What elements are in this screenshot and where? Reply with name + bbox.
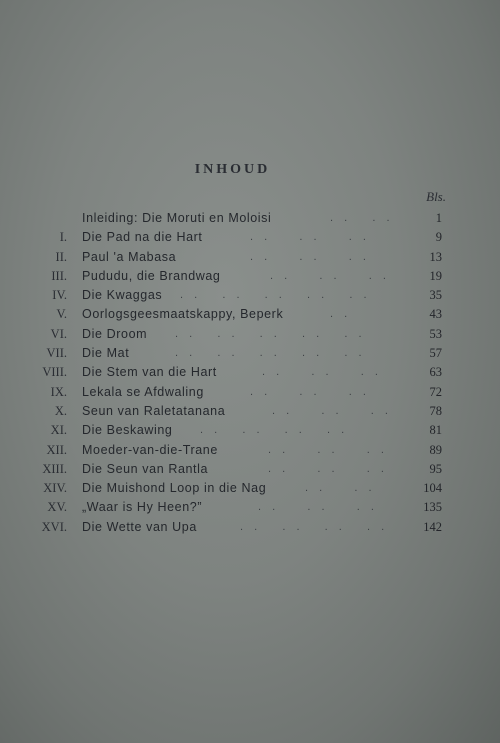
- chapter-number: XII.: [46, 442, 67, 457]
- toc-row: [0, 209, 500, 228]
- dot-leader: . . . . . .: [268, 443, 388, 456]
- toc-row: [0, 267, 500, 286]
- toc-row: [0, 460, 500, 479]
- dot-leader: . . . . . . . .: [240, 520, 389, 533]
- dot-leader: . . . .: [330, 212, 394, 224]
- dot-leader: . . . . . . . . . .: [175, 347, 366, 360]
- dot-leader: . . . . . . . .: [200, 424, 349, 437]
- chapter-number: XIV.: [43, 481, 67, 496]
- toc-row: [0, 498, 500, 517]
- chapter-title: „Waar is Hy Heen?”: [82, 500, 203, 515]
- dot-leader: . . . . . .: [250, 250, 370, 263]
- toc-row: [0, 441, 500, 460]
- chapter-title: Pududu, die Brandwag: [82, 268, 221, 283]
- chapter-page: 13: [429, 249, 442, 264]
- chapter-title: Die Mat: [82, 346, 130, 361]
- toc-row: [0, 518, 500, 537]
- chapter-title: Die Wette van Upa: [82, 519, 197, 534]
- chapter-page: 9: [435, 230, 442, 245]
- chapter-title: Die Beskawing: [82, 423, 173, 438]
- chapter-page: 81: [429, 423, 442, 438]
- toc-row: [0, 402, 500, 421]
- chapter-title: Oorlogsgeesmaatskappy, Beperk: [82, 307, 284, 322]
- toc-row: [0, 383, 500, 402]
- dot-leader: . . . . . .: [262, 366, 382, 379]
- dot-leader: . . . . . .: [250, 231, 370, 244]
- toc-row: [0, 248, 500, 267]
- chapter-page: 57: [429, 346, 442, 361]
- chapter-number: VII.: [46, 346, 67, 361]
- chapter-number: XV.: [47, 500, 67, 515]
- dot-leader: . . . .: [305, 482, 376, 495]
- dot-leader: . . . . . .: [272, 404, 392, 417]
- chapter-number: IV.: [52, 288, 67, 303]
- chapter-page: 53: [429, 326, 442, 341]
- chapter-number: VIII.: [42, 365, 67, 380]
- dot-leader: . . . . . .: [270, 269, 390, 282]
- toc-row: [0, 344, 500, 363]
- dot-leader: . . . . . .: [258, 501, 378, 514]
- chapter-page: 19: [429, 268, 442, 283]
- chapter-page: 72: [429, 384, 442, 399]
- chapter-title: Die Seun van Rantla: [82, 461, 209, 476]
- chapter-page: 35: [429, 288, 442, 303]
- toc-row: [0, 363, 500, 382]
- toc-row: [0, 228, 500, 247]
- chapter-title: Paul 'a Mabasa: [82, 249, 177, 264]
- chapter-number: X.: [54, 403, 67, 418]
- chapter-page: 63: [429, 365, 442, 380]
- chapter-title: Die Kwaggas: [82, 288, 163, 303]
- chapter-number: VI.: [50, 326, 67, 341]
- chapter-title: Die Stem van die Hart: [82, 365, 217, 380]
- chapter-title: Lekala se Afdwaling: [82, 384, 204, 399]
- chapter-title: Moeder-van-die-Trane: [82, 442, 218, 457]
- toc-row: [0, 286, 500, 305]
- chapter-page: 95: [429, 461, 442, 476]
- chapter-number: II.: [55, 249, 67, 264]
- chapter-number: XI.: [50, 423, 67, 438]
- dot-leader: . .: [330, 308, 352, 321]
- dot-leader: . . . . . . . . . .: [180, 289, 371, 302]
- dot-leader: . . . . . .: [268, 462, 388, 475]
- toc-row: [0, 305, 500, 324]
- page-column-label: Bls.: [426, 189, 446, 204]
- chapter-title: Die Pad na die Hart: [82, 230, 203, 245]
- toc-row: [0, 479, 500, 498]
- table-of-contents: [0, 209, 500, 537]
- chapter-page: 104: [423, 481, 442, 496]
- chapter-number: V.: [56, 307, 67, 322]
- page-title: INHOUD: [194, 162, 271, 177]
- chapter-title: Inleiding: Die Moruti en Moloisi: [82, 211, 272, 225]
- chapter-number: XIII.: [42, 461, 67, 476]
- toc-row: [0, 421, 500, 440]
- chapter-page: 43: [429, 307, 442, 322]
- dot-leader: . . . . . .: [250, 385, 370, 398]
- chapter-title: Seun van Raletatanana: [82, 403, 226, 418]
- chapter-title: Die Droom: [82, 326, 148, 341]
- chapter-page: 78: [429, 403, 442, 418]
- toc-row: [0, 325, 500, 344]
- chapter-number: I.: [59, 230, 67, 245]
- chapter-page: 142: [423, 519, 442, 534]
- chapter-number: IX.: [50, 384, 67, 399]
- chapter-page: 89: [429, 442, 442, 457]
- chapter-page: 1: [435, 211, 442, 225]
- chapter-page: 135: [423, 500, 442, 515]
- dot-leader: . . . . . . . . . .: [175, 327, 366, 340]
- chapter-number: XVI.: [41, 519, 67, 534]
- chapter-title: Die Muishond Loop in die Nag: [82, 481, 267, 496]
- chapter-number: III.: [51, 268, 67, 283]
